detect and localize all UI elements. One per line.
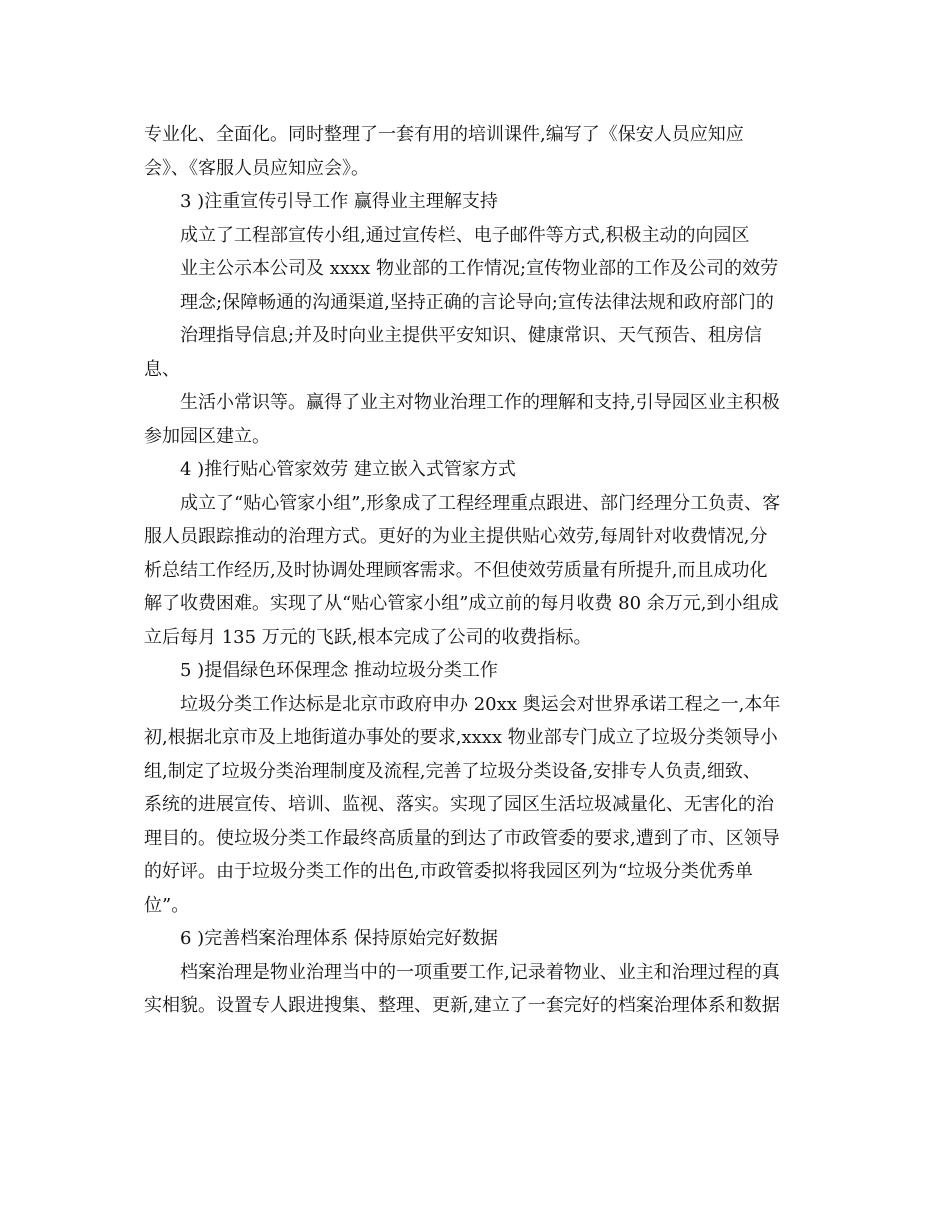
text-line: 4 )推行贴心管家效劳 建立嵌入式管家方式 xyxy=(180,459,516,480)
text-line: 服人员跟踪推动的治理方式。更好的为业主提供贴心效劳,每周针对收费情况,分 xyxy=(144,526,768,547)
text-line: 参加园区建立。 xyxy=(144,425,270,447)
text-line: 业主公示本公司及 xxxx 物业部的工作情况;宣传物业部的工作及公司的效劳 xyxy=(180,258,779,279)
text-line: 成立了“贴心管家小组”,形象成了工程经理重点跟进、部门经理分工负责、客 xyxy=(180,492,781,514)
text-line: 初,根据北京市及上地街道办事处的要求,xxxx 物业部专门成立了垃圾分类领导小 xyxy=(144,727,778,748)
text-line: 解了收费困难。实现了从“贴心管家小组”成立前的每月收费 80 余万元,到小组成 xyxy=(144,593,779,614)
text-line: 实相貌。设置专人跟进搜集、整理、更新,建立了一套完好的档案治理体系和数据 xyxy=(144,995,780,1016)
text-line: 组,制定了垃圾分类治理制度及流程,完善了垃圾分类设备,安排专人负责,细致、 xyxy=(144,760,761,782)
text-line: 3 )注重宣传引导工作 赢得业主理解支持 xyxy=(180,191,498,212)
text-line: 理目的。使垃圾分类工作最终高质量的到达了市政管委的要求,遭到了市、区领导 xyxy=(144,827,780,849)
text-line: 5 )提倡绿色环保理念 推动垃圾分类工作 xyxy=(180,660,498,681)
text-line: 的好评。由于垃圾分类工作的出色,市政管委拟将我园区列为“垃圾分类优秀单 xyxy=(144,861,753,882)
text-line: 息、 xyxy=(144,358,180,380)
text-line: 位”。 xyxy=(144,894,190,916)
text-line: 治理指导信息;并及时向业主提供平安知识、健康常识、天气预告、租房信 xyxy=(180,325,763,346)
text-line: 理念;保障畅通的沟通渠道,坚持正确的言论导向;宣传法律法规和政府部门的 xyxy=(180,291,774,313)
text-line: 专业化、全面化。同时整理了一套有用的培训课件,编写了《保安人员应知应 xyxy=(144,124,744,145)
text-line: 档案治理是物业治理当中的一项重要工作,记录着物业、业主和治理过程的真 xyxy=(180,961,780,983)
document-body xyxy=(144,118,814,1023)
text-line: 生活小常识等。赢得了业主对物业治理工作的理解和支持,引导园区业主积极 xyxy=(180,392,780,413)
text-line: 立后每月 135 万元的飞跃,根本完成了公司的收费指标。 xyxy=(144,626,592,648)
text-line: 垃圾分类工作达标是北京市政府申办 20xx 奥运会对世界承诺工程之一,本年 xyxy=(180,693,781,715)
text-line: 成立了工程部宣传小组,通过宣传栏、电子邮件等方式,积极主动的向园区 xyxy=(180,224,750,246)
text-line: 6 )完善档案治理体系 保持原始完好数据 xyxy=(180,928,498,949)
text-line: 系统的进展宣传、培训、监视、落实。实现了园区生活垃圾减量化、无害化的治 xyxy=(144,794,774,815)
text-line: 析总结工作经历,及时协调处理顾客需求。不但使效劳质量有所提升,而且成功化 xyxy=(144,559,768,581)
text-line: 会》、《客服人员应知应会》。 xyxy=(144,157,369,179)
